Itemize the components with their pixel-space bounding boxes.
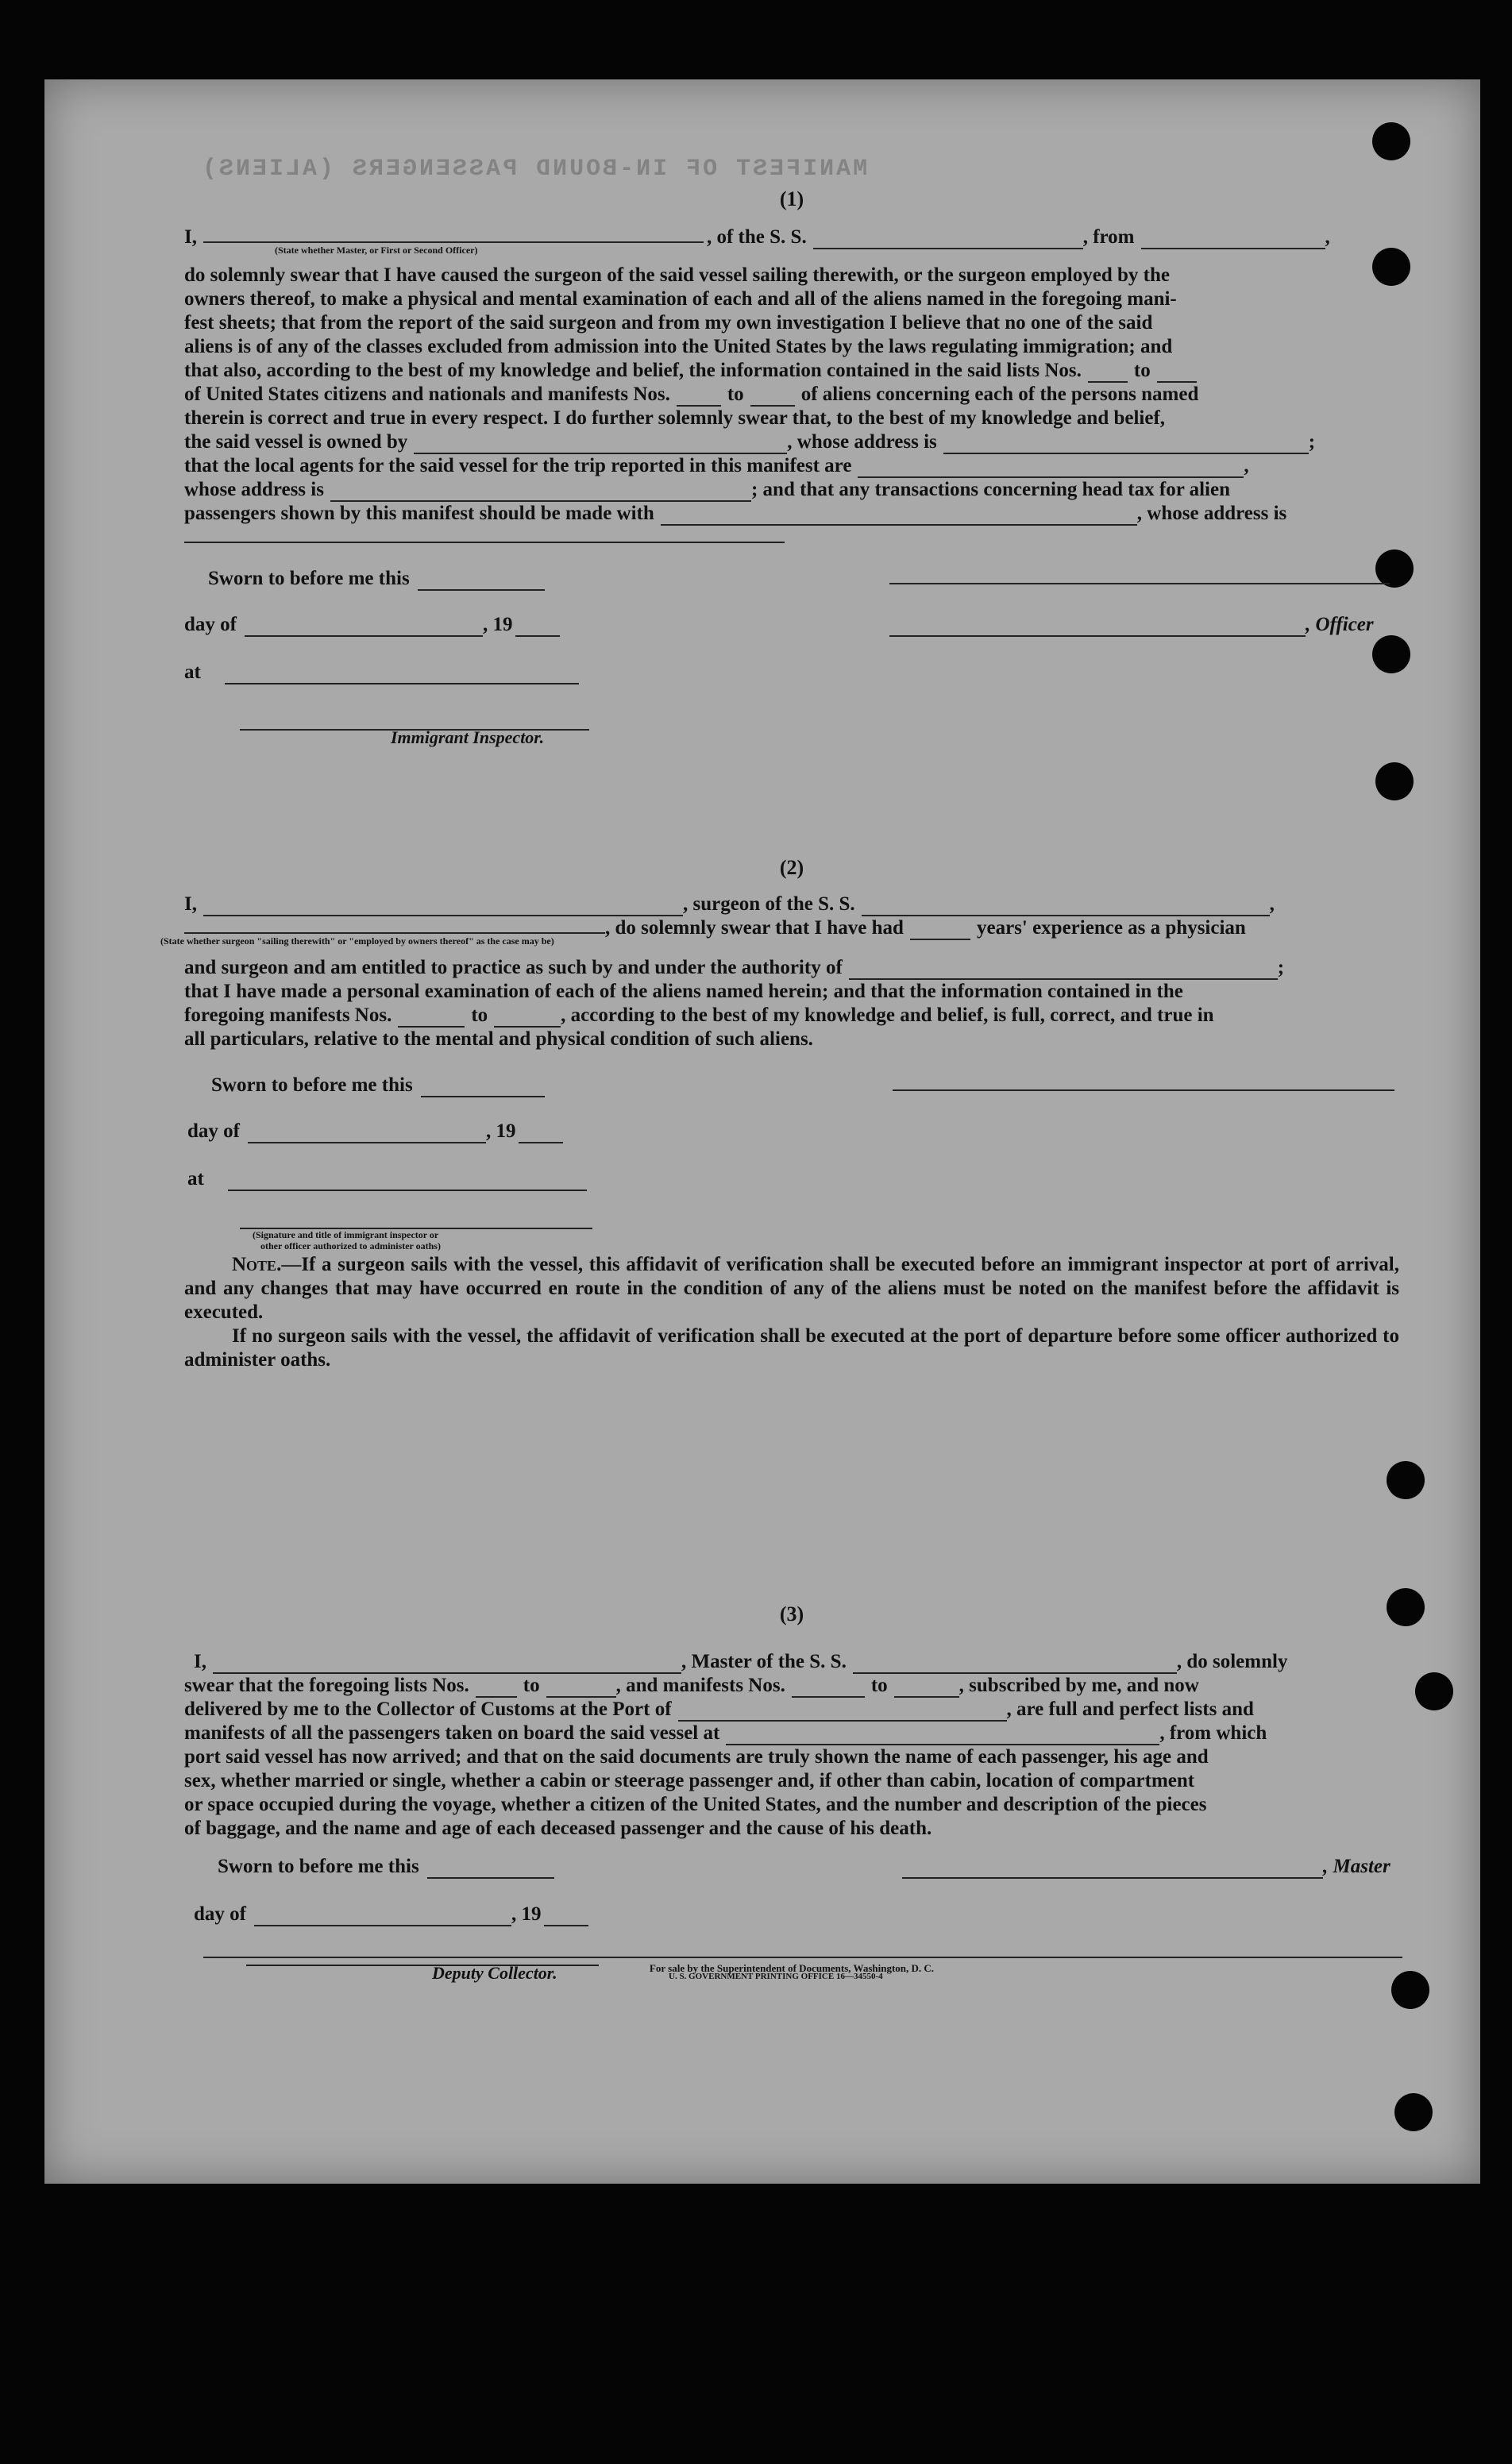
subscribed-text: , subscribed by me, and now	[958, 1675, 1199, 1696]
manifests-text-end: of aliens concerning each of the persons named	[800, 384, 1199, 405]
to-label: to	[870, 1675, 888, 1696]
section2-line3	[184, 956, 1399, 980]
surgeon-type-field[interactable]	[160, 916, 605, 947]
master-manifests-to-field[interactable]	[894, 1680, 959, 1698]
manifests-from-field[interactable]	[677, 389, 721, 407]
to-label: to	[1133, 360, 1151, 381]
day-month-field[interactable]	[254, 1909, 511, 1926]
body-line: port said vessel has now arrived; and that on the said documents are truly shown the name of each passenger, his age and	[184, 1746, 1209, 1768]
signature-note-line: (Signature and title of immigrant inspector or	[253, 1229, 439, 1240]
lists-from-field[interactable]	[1088, 365, 1128, 383]
master-signature-line[interactable]	[902, 1861, 1323, 1879]
from-which-text: , from which	[1159, 1722, 1267, 1744]
surgeon-name-field[interactable]	[203, 899, 683, 916]
surgeon-manifest-from-field[interactable]	[398, 1010, 465, 1028]
owned-line	[184, 430, 1399, 454]
sworn-label: Sworn to before me this	[211, 1074, 413, 1096]
passengers-line	[184, 502, 1399, 526]
passengers-text: passengers shown by this manifest should be made with	[184, 503, 654, 524]
perfect-lists-text: , are full and perfect lists and	[1006, 1699, 1254, 1720]
sworn-date-field[interactable]	[421, 1080, 545, 1097]
i-label: I,	[184, 226, 197, 248]
taken-on-board-text: manifests of all the passengers taken on board the said vessel at	[184, 1722, 720, 1744]
officer-signature-line[interactable]	[889, 567, 1390, 584]
at-row	[187, 1167, 587, 1191]
lists-text: that also, according to the best of my knowledge and belief, the information contained in the said lists Nos.	[184, 360, 1082, 381]
section3-line1	[184, 1650, 1399, 1674]
section3-line4	[184, 1722, 1399, 1745]
sworn-label: Sworn to before me this	[218, 1856, 419, 1877]
officer-label: , Officer	[1306, 614, 1374, 635]
authority-field[interactable]	[849, 962, 1278, 980]
body-line: that I have made a personal examination of each of the aliens named herein; and that the information contained in the	[184, 981, 1183, 1002]
day-row	[194, 1903, 588, 1926]
port-field[interactable]	[678, 1704, 1007, 1722]
agents-label: that the local agents for the said vessel for the trip reported in this manifest are	[184, 455, 852, 476]
section-1	[184, 187, 1399, 758]
footer-rule	[203, 1957, 1402, 1958]
year-field[interactable]	[515, 619, 560, 637]
at-label: at	[187, 1168, 204, 1190]
body-line: fest sheets; that from the report of the said surgeon and from my own investigation I believe that no one of the said	[184, 312, 1153, 334]
i-label: I,	[194, 1651, 206, 1672]
punctuation: ;	[1308, 431, 1316, 453]
experience-text: years' experience as a physician	[976, 917, 1246, 939]
master-vessel-field[interactable]	[853, 1656, 1177, 1674]
year-label: , 19	[485, 1120, 516, 1142]
body-line: of baggage, and the name and age of each deceased passenger and the cause of his death.	[184, 1818, 932, 1839]
master-label: , Master	[1323, 1856, 1390, 1877]
years-experience-field[interactable]	[910, 923, 970, 940]
body-line: or space occupied during the voyage, whether a citizen of the United States, and the number and description of the pieces	[184, 1794, 1207, 1815]
section-number: (1)	[779, 187, 804, 210]
punch-hole	[1375, 762, 1414, 800]
embarkation-port-field[interactable]	[726, 1728, 1159, 1745]
section3-line2	[184, 1674, 1399, 1698]
section-2	[160, 856, 1399, 1372]
address-label: whose address is	[184, 479, 324, 500]
officer-title-field[interactable]	[889, 619, 1306, 637]
officer-rank-note: (State whether Master, or First or Second Officer)	[274, 245, 478, 256]
belief-text: , according to the best of my knowledge and belief, is full, correct, and true in	[561, 1004, 1214, 1026]
whose-address-line	[184, 478, 1399, 502]
surgeon-signature-line[interactable]	[893, 1074, 1394, 1091]
section3-line3	[184, 1698, 1399, 1722]
swear-experience-text: , do solemnly swear that I have had	[605, 917, 904, 939]
section-3	[184, 1602, 1399, 1990]
vessel-name-field[interactable]	[813, 232, 1083, 249]
authority-text: and surgeon and am entitled to practice as such by and under the authority of	[184, 957, 843, 978]
printing-office-note: U. S. GOVERNMENT PRINTING OFFICE 16—34550-4	[669, 1972, 883, 1981]
lists-line	[184, 359, 1399, 383]
sworn-label: Sworn to before me this	[208, 568, 410, 589]
manifests-to-field[interactable]	[750, 389, 795, 407]
owner-address-field[interactable]	[943, 437, 1309, 454]
section1-line1: I, (State whether Master, or First or Second Officer) , of the S. S. , from ,	[184, 226, 1330, 256]
section-number: (2)	[779, 856, 804, 879]
sworn-row	[208, 567, 545, 591]
form-page	[44, 79, 1480, 2184]
master-manifests-from-field[interactable]	[792, 1680, 865, 1698]
master-lists-from-field[interactable]	[476, 1680, 517, 1698]
at-place-field[interactable]	[225, 667, 579, 684]
owned-label: the said vessel is owned by	[184, 431, 408, 453]
punch-hole	[1394, 2093, 1433, 2131]
body-line: do solemnly swear that I have caused the surgeon of the said vessel sailing therewith, or the surgeon employed by the	[184, 264, 1170, 286]
manifests-text: of United States citizens and nationals and manifests Nos.	[184, 384, 670, 405]
year-field[interactable]	[544, 1909, 588, 1926]
head-tax-address-field[interactable]	[184, 526, 785, 543]
sworn-block-1	[184, 559, 1399, 758]
at-label: at	[184, 661, 201, 683]
lists-text: swear that the foregoing lists Nos.	[184, 1675, 469, 1696]
lists-to-field[interactable]	[1157, 365, 1197, 383]
note-paragraph: If no surgeon sails with the vessel, the affidavit of verification shall be executed at the port of departure before some officer authorized to administer oaths.	[184, 1325, 1399, 1371]
head-tax-text: ; and that any transactions concerning head tax for alien	[750, 479, 1230, 500]
address-label: , whose address is	[1136, 503, 1287, 524]
punctuation: ,	[1244, 455, 1249, 476]
from-label: , from	[1082, 226, 1135, 248]
agents-address-field[interactable]	[330, 484, 751, 502]
of-ss-label: , of the S. S.	[706, 226, 807, 248]
body-line: aliens is of any of the classes excluded from admission into the United States by the laws regulating immigration; and	[184, 336, 1173, 357]
inspector-label: Immigrant Inspector.	[391, 727, 545, 747]
agents-field[interactable]	[858, 461, 1244, 478]
to-label: to	[523, 1675, 540, 1696]
to-label: to	[727, 384, 744, 405]
master-lists-to-field[interactable]	[546, 1680, 616, 1698]
bleed-through-heading: MANIFEST OF IN-BOUND PASSENGERS (ALIENS)	[200, 156, 868, 183]
punctuation: ;	[1277, 957, 1285, 978]
sworn-row	[218, 1855, 554, 1879]
sworn-block-2	[184, 1074, 1399, 1251]
sworn-date-field[interactable]	[427, 1861, 554, 1879]
section1-body	[184, 264, 1399, 359]
sale-note: For sale by the Superintendent of Documents, Washington, D. C.	[649, 1962, 935, 1974]
section2-line5	[184, 1004, 1399, 1028]
surgeon-of-ss-label: , surgeon of the S. S.	[682, 893, 855, 915]
body-line: sex, whether married or single, whether a cabin or steerage passenger and, if other than cabin, location of compartment	[184, 1770, 1195, 1791]
day-of-label: day of	[187, 1120, 240, 1142]
authorized-officer-signature-line[interactable]	[240, 1212, 592, 1229]
year-label: , 19	[511, 1903, 542, 1925]
head-tax-party-field[interactable]	[661, 508, 1137, 526]
sworn-row	[211, 1074, 545, 1097]
deputy-collector-label: Deputy Collector.	[432, 1963, 557, 1983]
do-solemnly-text: , do solemnly	[1176, 1651, 1288, 1672]
address-label: , whose address is	[787, 431, 937, 453]
owner-field[interactable]	[414, 437, 787, 454]
officer-name-field[interactable]	[203, 226, 704, 256]
note-block	[184, 1253, 1399, 1372]
year-field[interactable]	[519, 1126, 563, 1143]
note-label: Note.	[232, 1254, 282, 1275]
day-month-field[interactable]	[248, 1126, 486, 1143]
agents-line	[184, 454, 1399, 478]
day-month-field[interactable]	[245, 619, 483, 637]
body-line: all particulars, relative to the mental and physical condition of such aliens.	[184, 1028, 813, 1050]
day-row	[187, 1120, 563, 1143]
punch-hole	[1415, 1672, 1453, 1710]
section-number: (3)	[779, 1602, 804, 1625]
to-label: to	[471, 1004, 488, 1026]
surgeon-manifest-to-field[interactable]	[494, 1010, 561, 1028]
manifests-text: , and manifests Nos.	[615, 1675, 785, 1696]
i-label: I,	[184, 893, 197, 915]
officer-row	[889, 613, 1374, 637]
section3-body	[184, 1745, 1399, 1841]
collector-text: delivered by me to the Collector of Customs at the Port of	[184, 1699, 672, 1720]
section2-line1	[184, 893, 1399, 916]
sworn-date-field[interactable]	[418, 573, 545, 591]
signature-note-line: other officer authorized to administer oaths)	[260, 1240, 441, 1251]
master-name-field[interactable]	[213, 1656, 681, 1674]
surgeon-vessel-field[interactable]	[862, 899, 1270, 916]
note-paragraph	[184, 1253, 1399, 1325]
from-port-field[interactable]	[1141, 232, 1325, 249]
address-continuation-line	[184, 526, 1399, 543]
punctuation: ,	[1269, 893, 1275, 915]
signature-title-note	[253, 1229, 441, 1251]
at-place-field[interactable]	[228, 1174, 587, 1191]
surgeon-type-note: (State whether surgeon "sailing therewith" or "employed by owners thereof" as the case may be)	[160, 935, 554, 947]
section2-line2	[160, 916, 1399, 947]
punch-hole	[1372, 122, 1410, 160]
body-line: owners thereof, to make a physical and mental examination of each and all of the aliens named in the foregoing mani-	[184, 288, 1177, 310]
master-signature-row	[902, 1855, 1390, 1879]
day-of-label: day of	[184, 614, 237, 635]
punch-hole	[1387, 1461, 1425, 1499]
body-line: therein is correct and true in every respect. I do further solemnly swear that, to the best of my knowledge and belief,	[184, 407, 1166, 429]
day-of-label: day of	[194, 1903, 246, 1925]
manifests-line	[184, 383, 1399, 407]
at-row	[184, 661, 579, 684]
year-label: , 19	[482, 614, 513, 635]
manifests-text: foregoing manifests Nos.	[184, 1004, 392, 1026]
day-row	[184, 613, 560, 637]
master-of-ss-label: , Master of the S. S.	[681, 1651, 847, 1672]
note-text: —If a surgeon sails with the vessel, this affidavit of verification shall be executed before an immigrant inspector at port of arrival, and any changes that may have occurred en route in the condition of any of the aliens must be noted on the manifest before the affidavit is executed.	[184, 1254, 1399, 1323]
